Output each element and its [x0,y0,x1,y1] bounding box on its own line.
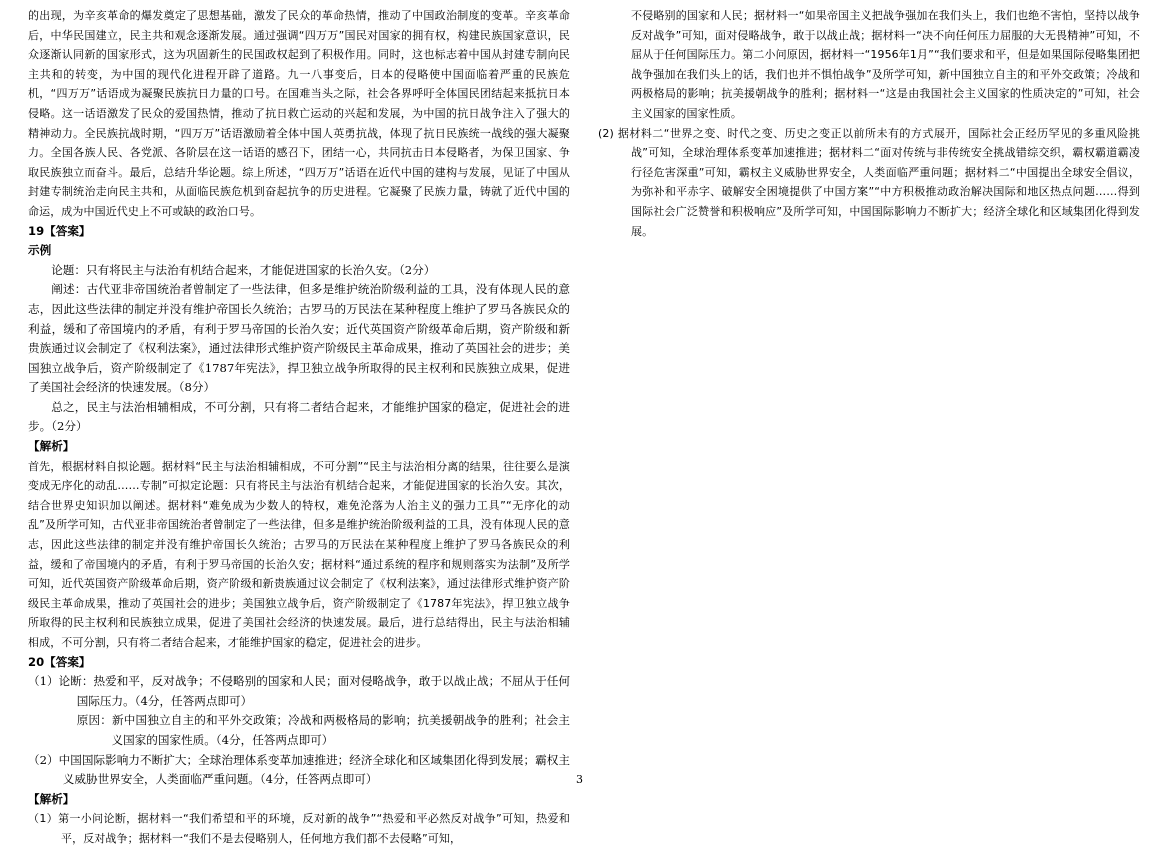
right-column [598,6,1140,241]
q19-analysis-header: 【解析】 [28,439,75,454]
q19-analysis: 首先，根据材料自拟论题。据材料“民主与法治相辅相成，不可分割”“民主与法治相分离的结果，往往要么是演变成无序化的动乱……专制”可拟定论题：只有将民主与法治有机结合起来，才能促进国家的长治久安。其次，结合世界史知识加以阐述。据材料“难免成为少数人的特权，难免沦落为人治主义的强力工具”“无序化的动乱”及所学可知，古代亚非帝国统治者曾制定了一些法律，但多是维护统治阶级利益的工具，没有体现人民的意志，因此这些法律的制定并没有维护帝国长久统治；古罗马的万民法在某种程度上维护了罗马各族民众的利益，缓和了帝国境内的矛盾，有利于罗马帝国的长治久安；据材料“通过系统的程序和规则落实为法制”及所学可知，近代英国资产阶级革命后期，资产阶级和新贵族通过议会制定了《权利法案》，通过法律形式维护资产阶级民主革命成果，推动了英国社会的进步；美国独立战争后，资产阶级制定了《1787年宪法》，捍卫独立战争所取得的民主权利和民族独立成果，促进了美国社会经济的快速发展。最后，进行总结得出，民主与法治相辅相成，不可分割，只有将二者结合起来，才能维护国家的稳定，促进社会的进步。 [28,459,570,649]
conclusion: 总之，民主与法治相辅相成，不可分割，只有将二者结合起来，才能维护国家的稳定，促进社会的进步。（2分） [28,399,570,434]
q20-answer-header: 20【答案】 [28,654,91,669]
argument: 阐述：古代亚非帝国统治者曾制定了一些法律，但多是维护统治阶级利益的工具，没有体现人民的意志，因此这些法律的制定并没有维护帝国长久统治；古罗马的万民法在某种程度上维护了罗马各族民众的利益，缓和了帝国境内的矛盾，有利于罗马帝国的长治久安；近代英国资产阶级革命后期，资产阶级和新贵族通过议会制定了《权利法案》，通过法律形式维护资产阶级民主革命成果，推动了英国社会的进步；美国独立战争后，资产阶级制定了《1787年宪法》，捍卫独立战争所取得的民主权利和民族独立成果，促进了美国社会经济的快速发展。（8分） [28,282,570,395]
q20-analysis-label: （1） [28,812,59,826]
thesis: 论题：只有将民主与法治有机结合起来，才能促进国家的长治久安。（2分） [51,262,436,277]
example-label: 示例 [28,243,52,258]
q20-answer-2-label: （2） [28,752,59,767]
q20-answer-1-text: 热爱和平，反对战争；不侵略别的国家和人民；面对侵略战争，敢于以战止战；不屈从于任何国际压力。（4分，任答两点即可） [76,674,570,708]
left-column [28,6,570,849]
q20-answer-1-reason [28,711,570,750]
page-number: 3 [576,773,583,786]
q20-analysis-text: 第一小问论断，据材料一“我们希望和平的环境，反对新的战争”“热爱和平必然反对战争”可知，热爱和平，反对战争；据材料一“我们不是去侵略别人，任何地方我们都不去侵略”可知， [58,812,570,845]
q20-analysis-part2 [598,124,1140,242]
q20-analysis-part2-label: (2) [598,126,614,140]
q20-answer-1-label: （1）论断： [28,674,94,689]
q20-answer-1 [28,672,570,711]
intro-paragraph: 的出现，为辛亥革命的爆发奠定了思想基础，激发了民众的革命热情，推动了中国政治制度的变革。辛亥革命后，中华民国建立，民主共和观念逐渐发展。通过强调“四万万”国民对国家的拥有权，构建民族国家意识，民众逐渐认同新的国家形式，这为巩固新生的民国政权起到了积极作用。同时，这也标志着中国从封建专制向民主共和的转变，为中国的现代化进程开辟了道路。九一八事变后，日本的侵略使中国面临着严重的民族危机，“四万万”话语成为凝聚民族抗日力量的口号。在国难当头之际，社会各界呼吁全体国民团结起来抵抗日本侵略。这一话语激发了民众的爱国热情，推动了抗日救亡运动的兴起和发展，为中国的抗日战争注入了强大的精神动力。全民族抗战时期，“四万万”话语激励着全体中国人英勇抗战，体现了抗日民族统一战线的强大凝聚力。全国各族人民、各党派、各阶层在这一话语的感召下，团结一心，共同抗击日本侵略者，为保卫国家、争取民族独立而奋斗。最后，总结升华论题。综上所述，“四万万”话语在近代中国的建构与发展，见证了中国从封建专制统治走向民主共和，从面临民族危机到奋起抗争的历史进程。它凝聚了民族力量，铸就了近代中国的命运，成为中国近代史上不可或缺的政治口号。 [28,9,570,218]
q19-answer-header: 19【答案】 [28,223,91,238]
q20-answer-2-text: 中国国际影响力不断扩大；全球治理体系变革加速推进；经济全球化和区域集团化得到发展；霸权主义威胁世界安全，人类面临严重问题。（4分，任答两点即可） [58,752,570,787]
q20-reason-label: 原因： [76,713,112,728]
q20-analysis-start [28,809,570,848]
q20-analysis-part2-text: 据材料二“世界之变、时代之变、历史之变正以前所未有的方式展开，国际社会正经历罕见的多重风险挑战”可知，全球治理体系变革加速推进；据材料二“面对传统与非传统安全挑战错综交织，霸权霸道霸凌行径危害深重”可知，霸权主义威胁世界安全，人类面临严重问题；据材料二“中国提出全球安全倡议，为弥补和平赤字、破解安全困境提供了中国方案”“中方积极推动政治解决国际和地区热点问题……得到国际社会广泛赞誉和积极响应”及所学可知，中国国际影响力不断扩大；经济全球化和区域集团化得到发展。 [617,126,1140,238]
q20-analysis-header: 【解析】 [28,791,75,806]
q20-analysis-continued: 不侵略别的国家和人民；据材料一“如果帝国主义把战争强加在我们头上，我们也绝不害怕，坚持以战争反对战争”可知，面对侵略战争，敢于以战止战；据材料一“决不向任何压力屈服的大无畏精神”可知，不屈从于任何国际压力。第二小问原因，据材料一“1956年1月”“我们要求和平，但是如果国际侵略集团把战争强加在我们头上的话，我们也并不惧怕战争”及所学可知，新中国独立自主的和平外交政策；冷战和两极格局的影响；抗美援朝战争的胜利；据材料一“这是由我国社会主义国家的性质决定的”可知，社会主义国家的国家性质。 [631,9,1140,120]
q20-reason-text: 新中国独立自主的和平外交政策；冷战和两极格局的影响；抗美援朝战争的胜利；社会主义国家的国家性质。（4分，任答两点即可） [111,713,570,747]
